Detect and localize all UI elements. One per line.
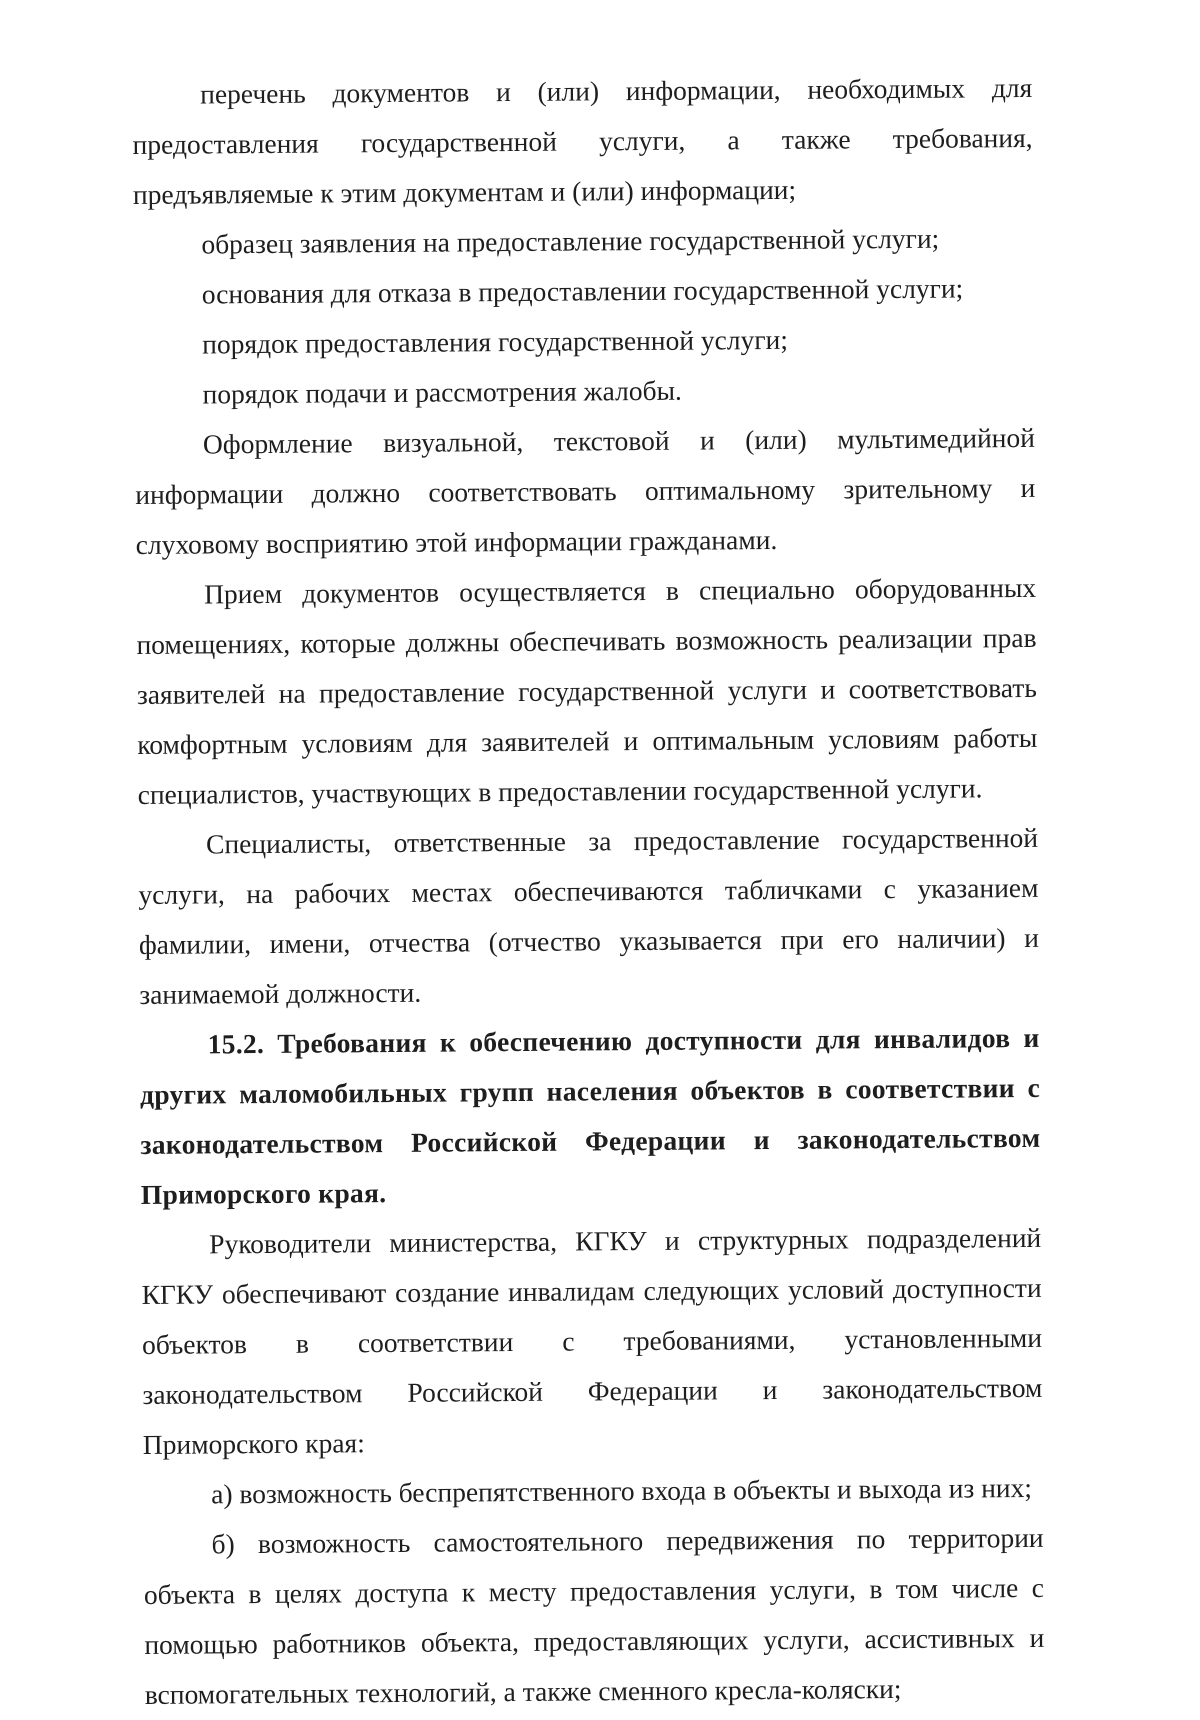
paragraph-refusal-grounds: основания для отказа в предоставлении государственной услуги; <box>201 272 964 310</box>
paragraph-complaint-procedure: порядок подачи и рассмотрения жалобы. <box>202 374 682 410</box>
section-heading-15-2: 15.2. Требования к обеспечению доступности для инвалидов и других маломобильных групп населения объектов в соответствии с законодательством Российской Федерации и законодательством Приморского края. <box>139 1021 1041 1210</box>
paragraph-managers-ensure: Руководители министерства, КГКУ и структурных подразделений КГКУ обеспечивают создание инвалидам следующих условий доступности объектов в соответствии с требованиями, установленными законодательством Российской Федерации и законодательством Приморского края: <box>141 1221 1043 1460</box>
paragraph-documents-list: перечень документов и (или) информации, необходимых для предоставления государственной услуги, а также требования, предъявляемые к этим документам и (или) информации; <box>132 71 1033 210</box>
paragraph-document-reception: Прием документов осуществляется в специально оборудованных помещениях, которые должны обеспечивать возможность реализации прав заявителей на предоставление государственной услуги и соответствовать комфортным условиям для заявителей и оптимальным условиям работы специалистов, участвующих в предоставлении государственной услуги. <box>136 571 1038 810</box>
text-block-top <box>132 63 1045 1720</box>
paragraph-info-design: Оформление визуальной, текстовой и (или) мультимедийной информации должно соответствовать оптимальному зрительному и слуховому восприятию этой информации гражданами. <box>135 421 1036 560</box>
paragraph-item-a: а) возможность беспрепятственного входа в объекты и выхода из них; <box>211 1471 1033 1510</box>
paragraph-specialists-signs: Специалисты, ответственные за предоставление государственной услуги, на рабочих местах обеспечиваются табличками с указанием фамилии, имени, отчества (отчество указывается при его наличии) и занимаемой должности. <box>138 821 1039 1010</box>
paragraph-application-sample: образец заявления на предоставление государственной услуги; <box>201 222 940 260</box>
paragraph-item-b: б) возможность самостоятельного передвижения по территории объекта в целях доступа к месту предоставления услуги, в том числе с помощью работников объекта, предоставляющих услуги, ассистивных и вспомогательных технологий, а также сменного кресла-коляски; <box>143 1521 1045 1710</box>
paragraph-service-procedure: порядок предоставления государственной услуги; <box>202 323 789 360</box>
